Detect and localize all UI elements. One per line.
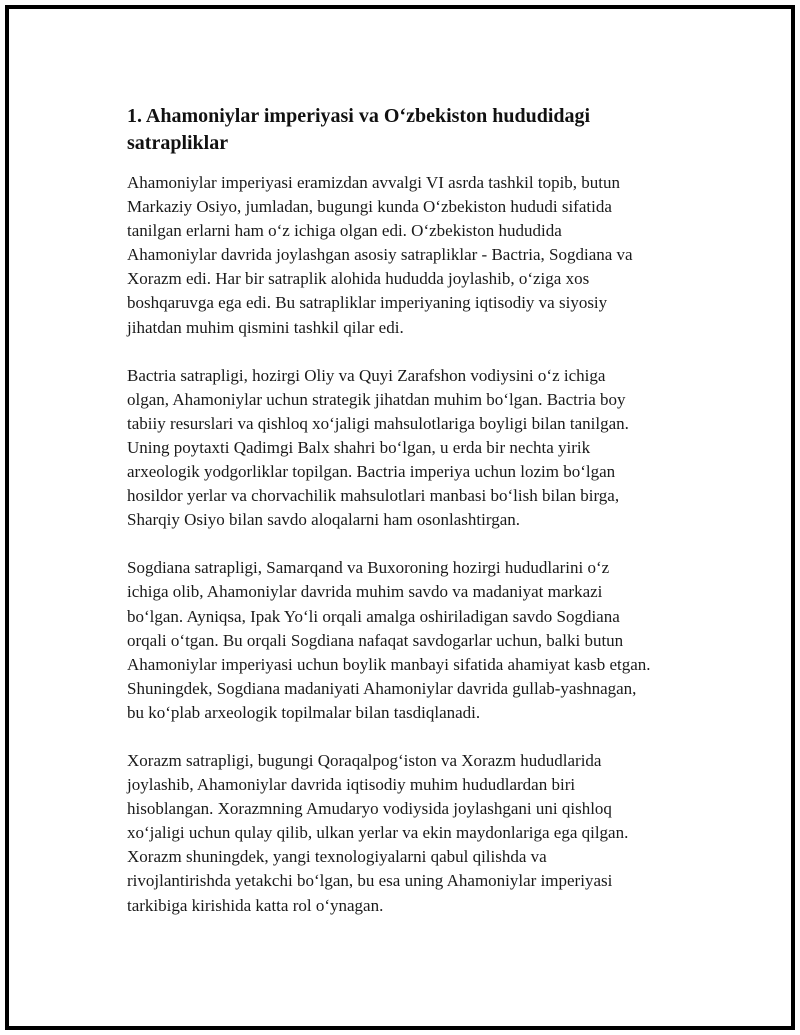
text-line: olgan, Ahamoniylar uchun strategik jihatdan muhim bo‘lgan. Bactria boy [127,389,626,409]
paragraph-xorazm [127,749,707,918]
text-line: arxeologik yodgorliklar topilgan. Bactria imperiya uchun lozim bo‘lgan [127,462,616,482]
text-line: Ahamoniylar imperiyasi uchun boylik manbayi sifatida ahamiyat kasb etgan. [127,654,651,674]
text-line: Xorazm edi. Har bir satraplik alohida hududda joylashib, o‘ziga xos [127,269,590,289]
paragraph-intro [127,171,707,340]
text-line: Xorazm satrapligi, bugungi Qoraqalpog‘iston va Xorazm hududlarida [127,750,602,770]
text-line: joylashib, Ahamoniylar davrida iqtisodiy muhim hududlardan biri [127,775,576,795]
text-line: tanilgan erlarni ham o‘z ichiga olgan edi. O‘zbekiston hududida [127,221,562,241]
text-line: jihatdan muhim qismini tashkil qilar edi. [127,317,404,337]
text-line: orqali o‘tgan. Bu orqali Sogdiana nafaqat savdogarlar uchun, balki butun [127,630,624,650]
heading-line: 1. Ahamoniylar imperiyasi va O‘zbekiston hududidagi [127,105,591,127]
heading-line: satrapliklar [127,132,229,154]
text-line: Uning poytaxti Qadimgi Balx shahri bo‘lgan, u erda bir nechta yirik [127,437,591,457]
document-body [127,103,707,942]
text-line: ichiga olib, Ahamoniylar davrida muhim savdo va madaniyat markazi [127,582,603,602]
text-line: xo‘jaligi uchun qulay qilib, ulkan yerlar va ekin maydonlariga ega qilgan. [127,823,629,843]
text-line: Ahamoniylar davrida joylashgan asosiy satrapliklar - Bactria, Sogdiana va [127,245,633,265]
paragraph-sogdiana [127,556,707,725]
text-line: boshqaruvga ega edi. Bu satrapliklar imperiyaning iqtisodiy va siyosiy [127,293,608,313]
text-line: Bactria satrapligi, hozirgi Oliy va Quyi Zarafshon vodiysini o‘z ichiga [127,365,606,385]
section-heading [127,103,707,157]
text-line: Sogdiana satrapligi, Samarqand va Buxoroning hozirgi hududlarini o‘z [127,558,610,578]
text-line: Xorazm shuningdek, yangi texnologiyalarni qabul qilishda va [127,847,547,867]
paragraph-bactria [127,364,707,533]
text-line: Shuningdek, Sogdiana madaniyati Ahamoniylar davrida gullab-yashnagan, [127,678,637,698]
text-line: tabiiy resurslari va qishloq xo‘jaligi mahsulotlariga boyligi bilan tanilgan. [127,413,629,433]
text-line: bu ko‘plab arxeologik topilmalar bilan tasdiqlanadi. [127,702,481,722]
text-line: Ahamoniylar imperiyasi eramizdan avvalgi VI asrda tashkil topib, butun [127,173,621,192]
text-line: hisoblangan. Xorazmning Amudaryo vodiysida joylashgani uni qishloq [127,799,612,819]
text-line: hosildor yerlar va chorvachilik mahsulotlari manbasi bo‘lish bilan birga, [127,486,620,506]
text-line: Markaziy Osiyo, jumladan, bugungi kunda O‘zbekiston hududi sifatida [127,197,612,217]
text-line: Sharqiy Osiyo bilan savdo aloqalarni ham osonlashtirgan. [127,510,520,530]
page-frame [5,5,795,1030]
text-line: tarkibiga kirishida katta rol o‘ynagan. [127,895,384,915]
text-line: rivojlantirishda yetakchi bo‘lgan, bu esa uning Ahamoniylar imperiyasi [127,871,613,891]
text-line: bo‘lgan. Ayniqsa, Ipak Yo‘li orqali amalga oshiriladigan savdo Sogdiana [127,606,620,626]
